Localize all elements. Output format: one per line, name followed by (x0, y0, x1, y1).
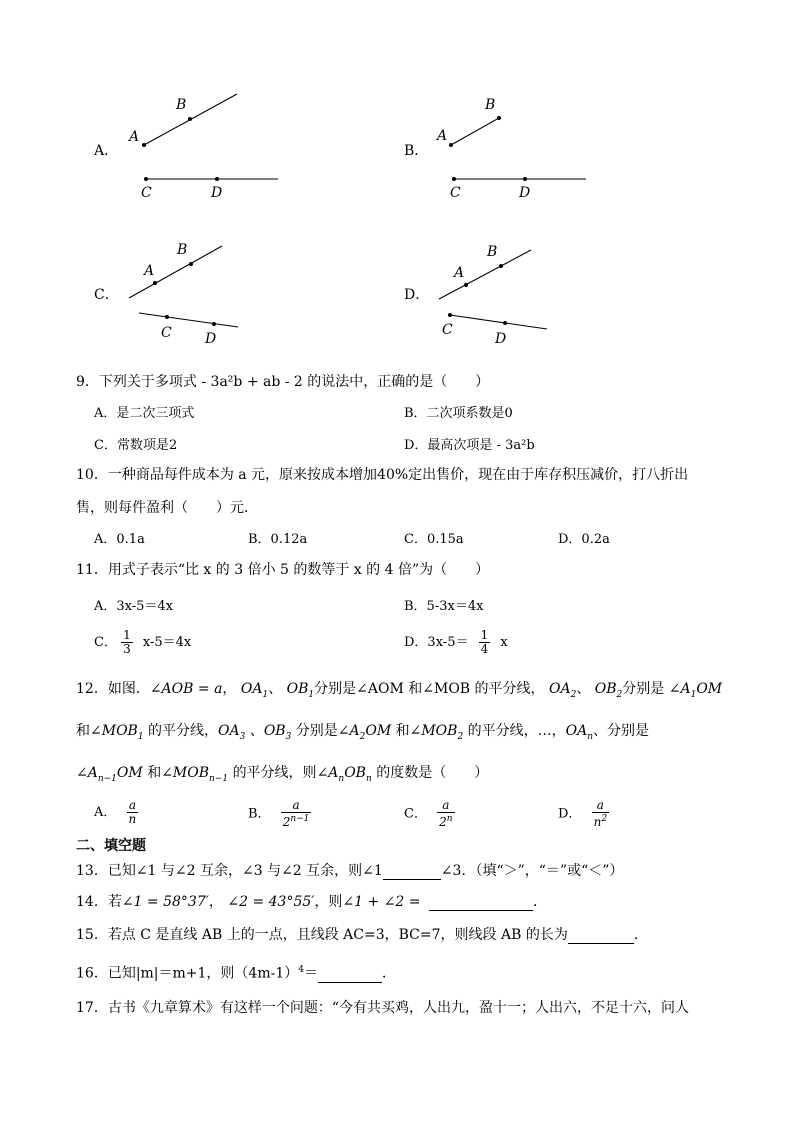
section-heading: 二、填空题 (76, 838, 146, 854)
figure-option-c-label: C． (94, 287, 119, 303)
point-c-label: C (450, 185, 461, 201)
figure-option-b-label: B． (404, 143, 429, 159)
point-a-label: A (454, 265, 465, 281)
question-17-stem: 17．古书《九章算术》有这样一个问题：“今有共买鸡，人出九，盈十一；人出六，不足十六，问人 (76, 1000, 689, 1016)
question-12-stem-line1: 12．如图．∠AOB = a， $OA_1$、 $OB_1$分别是∠AOM 和∠MOB 的平分线， $OA_2$、 $OB_2$分别是 $\angle A_1OM$ (76, 681, 723, 700)
point-a-label: A (437, 128, 448, 144)
q12-option-a: A． $\frac{a}{n}$ (94, 798, 137, 826)
q11-option-c: C． $\frac{1}{3}$ x-5＝4x (94, 628, 192, 656)
q10-option-c: C．0.15a (404, 532, 464, 547)
figure-a (120, 85, 290, 205)
point-b-label: B (487, 244, 498, 260)
q11-option-b: B．5-3x＝4x (404, 599, 484, 614)
point-c-label: C (161, 325, 172, 341)
q11-option-d: D．3x-5＝ $\frac{1}{4}$ x (404, 628, 508, 656)
point-b-label: B (176, 97, 187, 113)
q12-option-c: C． $\frac{a}{2^n}$ (404, 798, 453, 829)
question-11-stem: 11．用式子表示“比 x 的 3 倍小 5 的数等于 x 的 4 倍”为（ ） (76, 562, 490, 578)
point-c-label: C (442, 322, 453, 338)
question-15: 15．若点 C 是直线 AB 上的一点，且线段 AC=3，BC=7，则线段 AB 的长为 ． (76, 927, 648, 943)
answer-blank (568, 929, 634, 944)
question-16: 16．已知|m|＝m+1，则$(4m-1)^4=$ ． (76, 965, 396, 982)
q12-option-d: D． $\frac{a}{n^2}$ (558, 798, 608, 829)
question-12-stem-line3: $\angle A_{n-1}OM$ 和$\angle MOB_{n-1}$ 的平分线，则$\angle A_nOB_n$ 的度数是（ ） (76, 765, 489, 784)
figure-option-d-label: D． (404, 287, 430, 303)
point-a-label: A (144, 263, 155, 279)
q9-option-c: C．常数项是2 (94, 438, 178, 453)
q11-option-a: A．3x-5＝4x (94, 599, 174, 614)
fraction: $\frac{1}{3}$ (123, 628, 131, 656)
figure-b (430, 85, 600, 205)
point-d-label: D (519, 185, 531, 201)
question-10-stem-line2: 售，则每件盈利（ ）元． (76, 500, 258, 516)
fraction: $\frac{1}{4}$ (480, 628, 489, 656)
answer-blank (383, 865, 441, 880)
point-a-label: A (129, 129, 140, 145)
point-c-label: C (141, 185, 152, 201)
q10-option-a: A．0.1a (94, 532, 145, 547)
q9-option-b: B．二次项系数是0 (404, 406, 513, 421)
point-d-label: D (211, 185, 223, 201)
q9-option-d: D．最高次项是 - 3a²b (404, 438, 535, 453)
q12-option-b: B． $\frac{a}{2^{n-1}}$ (248, 798, 310, 829)
figure-c (120, 235, 290, 355)
answer-blank (318, 968, 382, 983)
point-d-label: D (495, 331, 507, 347)
q10-option-b: B．0.12a (248, 532, 308, 547)
question-10-stem-line1: 10．一种商品每件成本为 a 元，原来按成本增加40%定出售价，现在由于库存积压减价，打八折出 (76, 467, 689, 483)
question-12-stem-line2: 和$\angle MOB_1$ 的平分线，$OA_3$ 、$OB_3$ 分别是$\angle A_2OM$ 和$\angle MOB_2$ 的平分线，…，$OA_n$、分别是 (76, 723, 650, 742)
q10-option-d: D．0.2a (558, 532, 610, 547)
point-b-label: B (177, 242, 188, 258)
q9-option-a: A．是二次三项式 (94, 406, 195, 421)
question-9-stem: 9．下列关于多项式 - 3a²b + ab - 2 的说法中，正确的是（ ） (76, 374, 490, 390)
figure-option-a-label: A． (94, 143, 119, 159)
question-13: 13．已知∠1 与∠2 互余，∠3 与∠2 互余，则∠1 ∠3．（填“＞”，“＝”或“＜”） (76, 863, 624, 879)
point-d-label: D (205, 331, 217, 347)
answer-blank (429, 896, 533, 911)
point-b-label: B (485, 97, 496, 113)
question-14: 14．若∠1 = 58°37′， ∠2 = 43°55′，则∠1 + ∠2 = ． (76, 894, 547, 910)
figure-d (430, 235, 600, 355)
